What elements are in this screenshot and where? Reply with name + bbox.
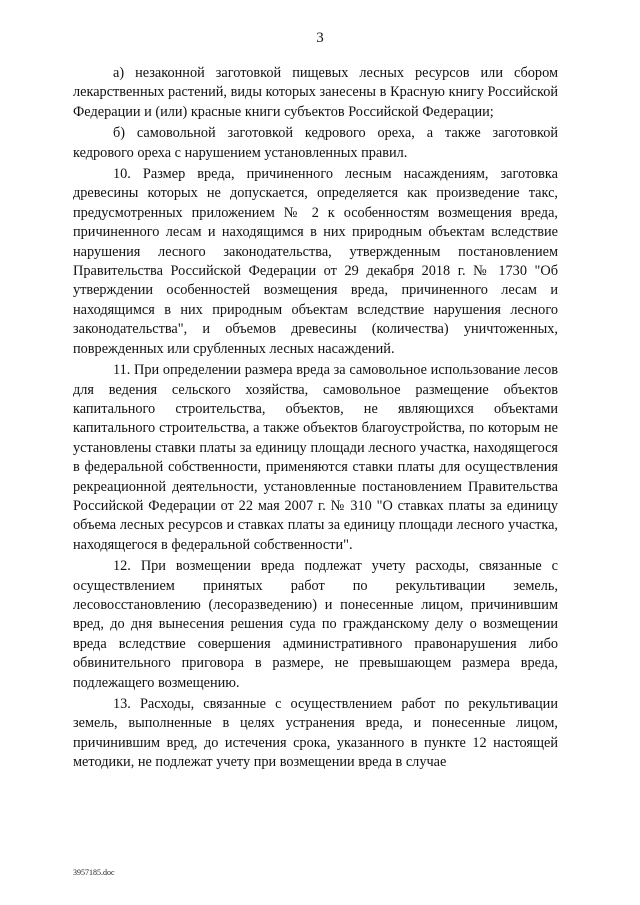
file-footer: 3957185.doc bbox=[73, 868, 115, 877]
document-body bbox=[73, 64, 558, 775]
page-number: 3 bbox=[316, 30, 324, 46]
paragraph-13: 13. Расходы, связанные с осуществлением работ по рекультивации земель, выполненные в целях устранения вреда, и понесенные лицом, причинившим вред, до истечения срока, указанного в пункте 12 настоящей методики, не подлежат учету при возмещении вреда в случае bbox=[73, 696, 558, 771]
paragraph-11: 11. При определении размера вреда за самовольное использование лесов для ведения сельского хозяйства, самовольное размещение объектов капитального строительства, объектов, не являющихся объектами капитального строительства, а также объектов благоустройства, по которым не установлены ставки платы за единицу площади лесного участка, находящегося в федеральной собственности, применяются ставки платы для осуществления рекреационной деятельности, установленные постановлением Правительства Российской Федерации от 22 мая 2007 г. № 310 "О ставках платы за единицу объема лесных ресурсов и ставках платы за единицу площади лесного участка, находящегося в федеральной собственности". bbox=[73, 362, 558, 553]
paragraph-12: 12. При возмещении вреда подлежат учету расходы, связанные с осуществлением принятых работ по рекультивации земель, лесовосстановлению (лесоразведению) и понесенные лицом, причинившим вред, до дня вынесения решения суда по гражданскому делу о возмещении вреда вследствие совершения административного правонарушения либо обвинительного приговора в размере, не превышающем размера вреда, подлежащего возмещению. bbox=[73, 558, 558, 691]
paragraph-item-b: б) самовольной заготовкой кедрового ореха, а также заготовкой кедрового ореха с нарушением установленных правил. bbox=[73, 125, 558, 161]
paragraph-10: 10. Размер вреда, причиненного лесным насаждениям, заготовка древесины которых не допускается, определяется как произведение такс, предусмотренных приложением № 2 к особенностям возмещения вреда, причиненного лесам и находящимся в них природным объектам вследствие нарушения лесного законодательства, утвержденным постановлением Правительства Российской Федерации от 29 декабря 2018 г. № 1730 "Об утверждении особенностей возмещения вреда, причиненного лесам и находящимся в них природным объектам вследствие нарушения лесного законодательства", и объемов древесины (количества) уничтоженных, поврежденных или срубленных лесных насаждений. bbox=[73, 166, 558, 357]
paragraph-item-a: а) незаконной заготовкой пищевых лесных ресурсов или сбором лекарственных растений, виды которых занесены в Красную книгу Российской Федерации и (или) красные книги субъектов Российской Федерации; bbox=[73, 65, 558, 120]
